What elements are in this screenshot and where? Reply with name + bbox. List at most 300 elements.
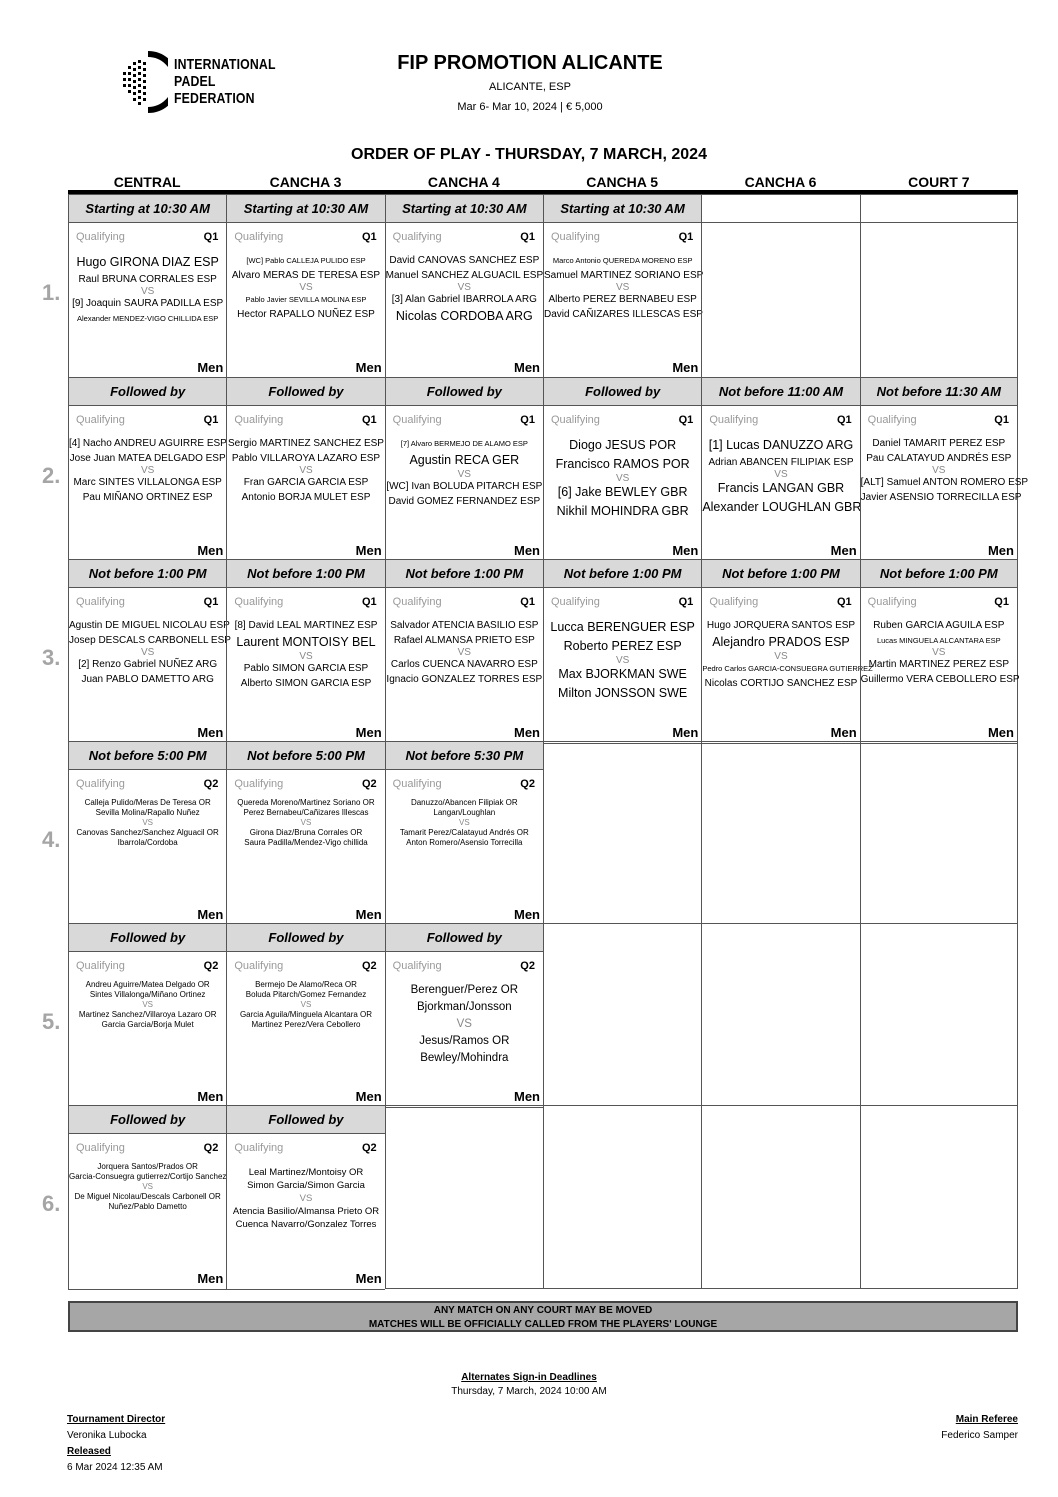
category-label: Men — [197, 360, 224, 375]
round-code: Q1 — [520, 596, 535, 608]
qualifying-label: Qualifying — [550, 414, 600, 426]
qualifying-label: Qualifying — [76, 778, 125, 790]
qualifying-label: Qualifying — [709, 596, 759, 608]
court-header: CANCHA 5 — [586, 174, 659, 190]
qualifying-label: Qualifying — [550, 596, 600, 608]
player-name: David CAÑIZARES ILLESCAS ESP — [543, 309, 703, 320]
category-label: Men — [197, 1089, 224, 1104]
qualifying-label: Qualifying — [76, 960, 125, 972]
pair-list — [227, 798, 384, 848]
vs-label: VS — [774, 469, 788, 480]
player-list — [860, 618, 1020, 687]
match-cell[interactable] — [860, 559, 1018, 744]
slot-time-header: Not before 11:00 AM — [702, 378, 859, 406]
notice-line: ANY MATCH ON ANY COURT MAY BE MOVED — [433, 1305, 653, 1316]
vs-label: VS — [457, 647, 471, 658]
director-heading: Tournament Director — [67, 1414, 166, 1425]
category-label: Men — [355, 907, 382, 922]
slot-time-header: Not before 1:00 PM — [386, 560, 543, 588]
team-pair: Leal Martinez/Montoisy OR — [248, 1167, 364, 1178]
player-name: Laurent MONTOISY BEL — [236, 635, 376, 649]
category-label: Men — [513, 907, 540, 922]
match-cell[interactable] — [701, 559, 873, 744]
team-pair: Danuzzo/Abancen Filipiak OR — [410, 798, 518, 807]
player-name: Hugo JORQUERA SANTOS ESP — [706, 620, 856, 631]
match-body — [69, 406, 226, 561]
player-name: Alexander LOUGHLAN GBR — [702, 500, 862, 514]
row-number: 4. — [42, 827, 61, 852]
vs-label: VS — [299, 651, 313, 662]
team-pair: Garcia-Consuegra gutierrez/Cortijo Sanchez — [69, 1172, 227, 1181]
order-of-play-title: ORDER OF PLAY - THURSDAY, 7 MARCH, 2024 — [351, 146, 707, 163]
player-name: Max BJORKMAN SWE — [558, 667, 687, 681]
slot-time-header: Followed by — [544, 378, 701, 406]
slot-time-header: Not before 1:00 PM — [69, 560, 226, 588]
slot-time-header: Starting at 10:30 AM — [227, 195, 384, 223]
match-body — [544, 406, 701, 561]
match-cell[interactable] — [68, 1105, 226, 1290]
category-label: Men — [830, 543, 857, 558]
pair-list — [227, 1166, 384, 1231]
category-label: Men — [355, 543, 382, 558]
qualifying-label: Qualifying — [234, 596, 284, 608]
round-code: Q1 — [836, 596, 852, 608]
round-code: Q1 — [361, 231, 377, 243]
released-date: 6 Mar 2024 12:35 AM — [67, 1462, 163, 1473]
qualifying-label: Qualifying — [76, 414, 125, 426]
player-name: Hector RAPALLO NUÑEZ ESP — [237, 309, 375, 320]
vs-label: VS — [457, 469, 471, 480]
team-pair: Martinez Perez/Vera Cebollero — [251, 1020, 361, 1029]
match-body — [69, 223, 226, 378]
slot-time-header: Not before 5:00 PM — [227, 742, 384, 770]
category-label: Men — [355, 360, 382, 375]
category-label: Men — [672, 725, 699, 740]
match-cell[interactable] — [68, 741, 226, 926]
player-name: Marco Antonio QUEREDA MORENO ESP — [552, 256, 693, 265]
player-name: David GOMEZ FERNANDEZ ESP — [388, 496, 541, 507]
category-label: Men — [197, 725, 224, 740]
player-list — [702, 618, 873, 691]
player-list — [386, 253, 543, 326]
match-cell[interactable] — [226, 377, 384, 562]
category-label: Men — [197, 1271, 224, 1286]
player-list — [544, 436, 701, 521]
match-cell[interactable] — [385, 559, 543, 744]
player-name: Alvaro MERAS DE TERESA ESP — [231, 270, 381, 281]
player-name: Alexander MENDEZ-VIGO CHILLIDA ESP — [77, 314, 219, 323]
match-cell[interactable] — [701, 377, 862, 562]
round-code: Q2 — [520, 778, 535, 790]
match-cell[interactable] — [385, 923, 543, 1108]
match-body — [227, 770, 384, 925]
match-cell[interactable] — [226, 194, 384, 379]
logo-text — [174, 56, 276, 107]
schedule-row — [68, 194, 1018, 379]
vs-label: VS — [932, 647, 946, 658]
round-code: Q2 — [203, 960, 219, 972]
player-name: Antonio BORJA MULET ESP — [241, 492, 371, 503]
round-code: Q1 — [203, 596, 219, 608]
court-header: CANCHA 6 — [744, 174, 817, 190]
slot-time-header: Not before 5:00 PM — [69, 742, 226, 770]
vs-label: VS — [615, 655, 630, 666]
player-name: Josep DESCALS CARBONELL ESP — [69, 635, 231, 646]
qualifying-label: Qualifying — [234, 231, 284, 243]
player-name: Nikhil MOHINDRA GBR — [556, 504, 689, 518]
player-name: Pau CALATAYUD ANDRÉS ESP — [866, 453, 1012, 464]
tournament-dates: Mar 6- Mar 10, 2024 | € 5,000 — [457, 101, 603, 113]
player-name: Sergio MARTINEZ SANCHEZ ESP — [228, 438, 384, 449]
player-name: Manuel SANCHEZ ALGUACIL ESP — [385, 270, 544, 281]
schedule-row — [68, 923, 1018, 1108]
vs-label: VS — [932, 465, 946, 476]
match-body — [860, 406, 1029, 561]
court-header: COURT 7 — [908, 174, 970, 190]
match-body — [69, 1134, 226, 1289]
player-name: Martin MARTINEZ PEREZ ESP — [868, 659, 1009, 670]
court-header: CANCHA 4 — [427, 174, 500, 190]
team-pair: Bjorkman/Jonsson — [417, 1001, 512, 1013]
slot-time-header: Not before 5:30 PM — [386, 742, 543, 770]
round-code: Q1 — [361, 596, 377, 608]
slot-time-header: Not before 1:00 PM — [227, 560, 384, 588]
alternates-section — [0, 1372, 1058, 1397]
match-body — [69, 588, 231, 743]
match-cell[interactable] — [385, 741, 543, 926]
team-pair: Langan/Loughlan — [433, 808, 496, 817]
player-list — [702, 436, 862, 517]
vs-label: VS — [142, 1000, 153, 1009]
match-body — [702, 406, 862, 561]
match-body — [386, 952, 543, 1107]
match-body — [227, 952, 384, 1107]
alternates-heading: Alternates Sign-in Deadlines — [461, 1372, 597, 1383]
category-label: Men — [513, 360, 540, 375]
category-label: Men — [672, 543, 699, 558]
player-name: Francis LANGAN GBR — [717, 481, 845, 495]
slot-time-header: Followed by — [227, 924, 384, 952]
player-name: Milton JONSSON SWE — [558, 686, 688, 700]
player-name: Alejandro PRADOS ESP — [712, 635, 850, 649]
slot-time-header: Starting at 10:30 AM — [386, 195, 543, 223]
player-name: Lucas MINGUELA ALCANTARA ESP — [876, 636, 1001, 645]
round-code: Q2 — [203, 778, 219, 790]
player-name: Pablo Javier SEVILLA MOLINA ESP — [245, 295, 367, 304]
player-name: [4] Nacho ANDREU AGUIRRE ESP — [69, 438, 227, 449]
logo-line: INTERNATIONAL — [174, 56, 276, 73]
schedule-row — [68, 741, 1018, 926]
player-list — [227, 436, 384, 505]
match-cell — [543, 1105, 701, 1289]
main-referee-section — [941, 1412, 1018, 1444]
player-name: Raul BRUNA CORRALES ESP — [78, 274, 217, 285]
round-code: Q1 — [203, 231, 219, 243]
player-name: Agustin RECA GER — [409, 453, 520, 467]
match-cell — [860, 1105, 1018, 1289]
player-name: Roberto PEREZ ESP — [563, 639, 682, 653]
team-pair: Jorquera Santos/Prados OR — [97, 1162, 198, 1171]
category-label: Men — [987, 543, 1014, 558]
match-cell — [860, 923, 1018, 1106]
player-name: Lucca BERENGUER ESP — [550, 620, 695, 634]
round-code: Q1 — [678, 231, 694, 243]
round-code: Q1 — [361, 414, 377, 426]
team-pair: Garcia Garcia/Borja Mulet — [101, 1020, 194, 1029]
category-label: Men — [355, 1271, 382, 1286]
player-list — [543, 253, 704, 322]
player-name: [3] Alan Gabriel IBARROLA ARG — [391, 294, 537, 305]
row-number: 3. — [42, 645, 61, 670]
match-body — [861, 223, 1017, 378]
slot-time-header: Followed by — [69, 1106, 226, 1134]
pair-list — [227, 980, 384, 1030]
team-pair: Simon Garcia/Simon Garcia — [247, 1180, 365, 1191]
player-name: [7] Alvaro BERMEJO DE ALAMO ESP — [400, 439, 528, 448]
player-list — [544, 618, 701, 703]
slot-time-header: Followed by — [386, 924, 543, 952]
match-cell[interactable] — [68, 194, 226, 379]
category-label: Men — [197, 543, 224, 558]
match-cell[interactable] — [385, 377, 543, 562]
match-cell — [701, 741, 859, 924]
pair-list — [386, 982, 543, 1067]
match-body — [227, 406, 384, 561]
player-name: Fran GARCIA GARCIA ESP — [243, 477, 369, 488]
team-pair: Andreu Aguirre/Matea Delgado OR — [85, 980, 210, 989]
logo-line: PADEL — [174, 73, 216, 90]
match-body — [544, 588, 701, 743]
slot-time-header: Not before 1:00 PM — [861, 560, 1017, 588]
slot-time-header: Starting at 10:30 AM — [69, 195, 226, 223]
team-pair: Boluda Pitarch/Gomez Fernandez — [245, 990, 367, 999]
match-cell[interactable] — [543, 194, 704, 379]
round-code: Q1 — [520, 414, 535, 426]
player-name: [WC] Pablo CALLEJA PULIDO ESP — [246, 256, 366, 265]
slot-time-header: Not before 1:00 PM — [702, 560, 859, 588]
category-label: Men — [513, 725, 540, 740]
round-code: Q2 — [203, 1142, 219, 1154]
player-name: [8] David LEAL MARTINEZ ESP — [234, 620, 378, 631]
tournament-location: ALICANTE, ESP — [489, 81, 571, 93]
qualifying-label: Qualifying — [392, 231, 442, 243]
match-cell — [543, 923, 701, 1106]
federation-logo — [118, 50, 288, 114]
court-headers — [68, 174, 1018, 190]
round-code: Q2 — [361, 960, 377, 972]
team-pair: Calleja Pulido/Meras De Teresa OR — [84, 798, 211, 807]
category-label: Men — [513, 1089, 540, 1104]
vs-label: VS — [774, 651, 788, 662]
match-cell — [385, 1105, 543, 1289]
team-pair: Anton Romero/Asensio Torrecilla — [406, 838, 523, 847]
player-name: Alberto SIMON GARCIA ESP — [240, 678, 372, 689]
round-code: Q1 — [836, 414, 852, 426]
player-list — [69, 618, 231, 687]
tournament-header — [330, 52, 730, 113]
qualifying-label: Qualifying — [234, 960, 284, 972]
player-name: Samuel MARTINEZ SORIANO ESP — [543, 270, 704, 281]
qualifying-label: Qualifying — [76, 1142, 125, 1154]
pair-list — [386, 798, 543, 848]
team-pair: Canovas Sanchez/Sanchez Alguacil OR — [76, 828, 219, 837]
slot-time-header: Starting at 10:30 AM — [544, 195, 701, 223]
tournament-director-section — [67, 1412, 165, 1476]
player-name: Nicolas CORDOBA ARG — [395, 309, 533, 323]
player-list — [860, 436, 1029, 505]
round-code: Q1 — [678, 414, 694, 426]
vs-label: VS — [300, 1000, 312, 1009]
logo-line: FEDERATION — [174, 90, 255, 107]
schedule-row — [68, 377, 1029, 562]
round-code: Q2 — [361, 1142, 377, 1154]
team-pair: Garcia Aguila/Minguela Alcantara OR — [239, 1010, 373, 1019]
round-code: Q1 — [678, 596, 694, 608]
player-name: [WC] Ivan BOLUDA PITARCH ESP — [386, 481, 543, 492]
category-label: Men — [830, 725, 857, 740]
category-label: Men — [513, 543, 540, 558]
tournament-title: FIP PROMOTION ALICANTE — [397, 52, 663, 74]
court-header: CANCHA 3 — [269, 174, 342, 190]
player-name: Guillermo VERA CEBOLLERO ESP — [860, 674, 1020, 685]
player-name: Pau MIÑANO ORTINEZ ESP — [82, 492, 213, 503]
category-label: Men — [672, 360, 699, 375]
player-name: Agustin DE MIGUEL NICOLAU ESP — [69, 620, 230, 631]
qualifying-label: Qualifying — [392, 778, 442, 790]
slot-time-header: Followed by — [69, 378, 226, 406]
player-name: Diogo JESUS POR — [569, 438, 677, 452]
player-name: David CANOVAS SANCHEZ ESP — [389, 255, 540, 266]
team-pair: Ibarrola/Cordoba — [117, 838, 178, 847]
slot-time-header: Followed by — [227, 378, 384, 406]
schedule-row — [68, 559, 1018, 744]
team-pair: Cuenca Navarro/Gonzalez Torres — [235, 1219, 377, 1230]
pair-list — [69, 980, 226, 1030]
vs-label: VS — [300, 818, 312, 827]
notice-banner — [68, 1301, 1018, 1332]
team-pair: Quereda Moreno/Martinez Soriano OR — [237, 798, 375, 807]
row-number: 5. — [42, 1009, 61, 1034]
qualifying-label: Qualifying — [392, 960, 442, 972]
team-pair: Bermejo De Alamo/Reca OR — [255, 980, 357, 989]
referee-name: Federico Samper — [941, 1430, 1018, 1441]
match-body — [386, 588, 543, 743]
match-body — [227, 1134, 384, 1289]
vs-label: VS — [299, 465, 313, 476]
match-cell[interactable] — [68, 559, 231, 744]
match-cell[interactable] — [226, 1105, 384, 1290]
player-name: Nicolas CORTIJO SANCHEZ ESP — [704, 678, 858, 689]
round-code: Q2 — [361, 778, 377, 790]
player-name: [2] Renzo Gabriel NUÑEZ ARG — [78, 659, 218, 670]
match-body — [543, 223, 704, 378]
round-code: Q1 — [203, 414, 219, 426]
slot-time-header: Not before 11:30 AM — [861, 378, 1017, 406]
player-name: [9] Joaquin SAURA PADILLA ESP — [72, 298, 224, 309]
team-pair: Sevilla Molina/Rapallo Nuñez — [95, 808, 200, 817]
player-name: Hugo GIRONA DIAZ ESP — [76, 255, 219, 269]
team-pair: Berenguer/Perez OR — [410, 984, 519, 996]
player-name: [ALT] Samuel ANTON ROMERO ESP — [860, 477, 1029, 488]
row-number: 6. — [42, 1191, 61, 1216]
match-cell[interactable] — [68, 923, 226, 1108]
match-cell — [860, 741, 1018, 924]
team-pair: Nuñez/Pablo Dametto — [108, 1202, 187, 1211]
pair-list — [69, 1162, 226, 1212]
qualifying-label: Qualifying — [234, 414, 284, 426]
player-name: Adrian ABANCEN FILIPIAK ESP — [708, 457, 854, 468]
match-body — [386, 770, 543, 925]
qualifying-label: Qualifying — [867, 596, 917, 608]
player-name: Juan PABLO DAMETTO ARG — [81, 674, 214, 685]
player-list — [227, 618, 384, 691]
player-name: Rafael ALMANSA PRIETO ESP — [393, 635, 535, 646]
match-body — [227, 588, 384, 743]
match-cell — [701, 1105, 859, 1289]
round-code: Q1 — [994, 596, 1009, 608]
team-pair: De Miguel Nicolau/Descals Carbonell OR — [74, 1192, 221, 1201]
slot-time-header: Followed by — [69, 924, 226, 952]
player-name: Pablo SIMON GARCIA ESP — [243, 663, 369, 674]
match-cell[interactable] — [226, 923, 384, 1108]
vs-label: VS — [142, 818, 153, 827]
qualifying-label: Qualifying — [709, 414, 759, 426]
vs-label: VS — [457, 282, 471, 293]
qualifying-label: Qualifying — [234, 778, 284, 790]
court-header: CENTRAL — [113, 174, 181, 190]
match-cell[interactable] — [68, 377, 226, 562]
released-heading: Released — [67, 1446, 111, 1457]
row-number: 1. — [42, 280, 61, 305]
player-list — [227, 253, 384, 322]
alternates-deadline: Thursday, 7 March, 2024 10:00 AM — [451, 1386, 607, 1397]
round-code: Q1 — [520, 231, 535, 243]
team-pair: Saura Padilla/Mendez-Vigo chillida — [244, 838, 368, 847]
player-name: Francisco RAMOS POR — [555, 457, 690, 471]
match-cell[interactable] — [226, 559, 384, 744]
qualifying-label: Qualifying — [550, 231, 600, 243]
match-cell[interactable] — [226, 741, 384, 926]
player-name: Salvador ATENCIA BASILIO ESP — [390, 620, 539, 631]
category-label: Men — [355, 1089, 382, 1104]
round-code: Q1 — [994, 414, 1009, 426]
notice-line: MATCHES WILL BE OFFICIALLY CALLED FROM THE PLAYERS' LOUNGE — [368, 1319, 718, 1330]
player-name: Javier ASENSIO TORRECILLA ESP — [860, 492, 1022, 503]
team-pair: Perez Bernabeu/Cañizares Illescas — [243, 808, 369, 817]
match-cell[interactable] — [860, 377, 1029, 562]
vs-label: VS — [142, 1182, 153, 1191]
category-label: Men — [987, 725, 1014, 740]
match-cell[interactable] — [543, 559, 701, 744]
match-cell — [701, 923, 859, 1106]
match-body — [69, 952, 226, 1107]
vs-label: VS — [615, 473, 630, 484]
match-body — [386, 406, 543, 561]
director-name: Veronika Lubocka — [67, 1430, 147, 1441]
vs-label: VS — [456, 1018, 472, 1030]
player-list — [69, 253, 226, 326]
match-cell — [543, 741, 701, 924]
category-label: Men — [197, 907, 224, 922]
match-cell[interactable] — [385, 194, 543, 379]
match-body — [860, 588, 1020, 743]
player-name: [6] Jake BEWLEY GBR — [557, 485, 688, 499]
referee-heading: Main Referee — [955, 1414, 1018, 1425]
vs-label: VS — [140, 465, 155, 476]
team-pair: Tamarit Perez/Calatayud Andrés OR — [399, 828, 529, 837]
match-cell[interactable] — [543, 377, 701, 562]
player-list — [386, 618, 543, 687]
